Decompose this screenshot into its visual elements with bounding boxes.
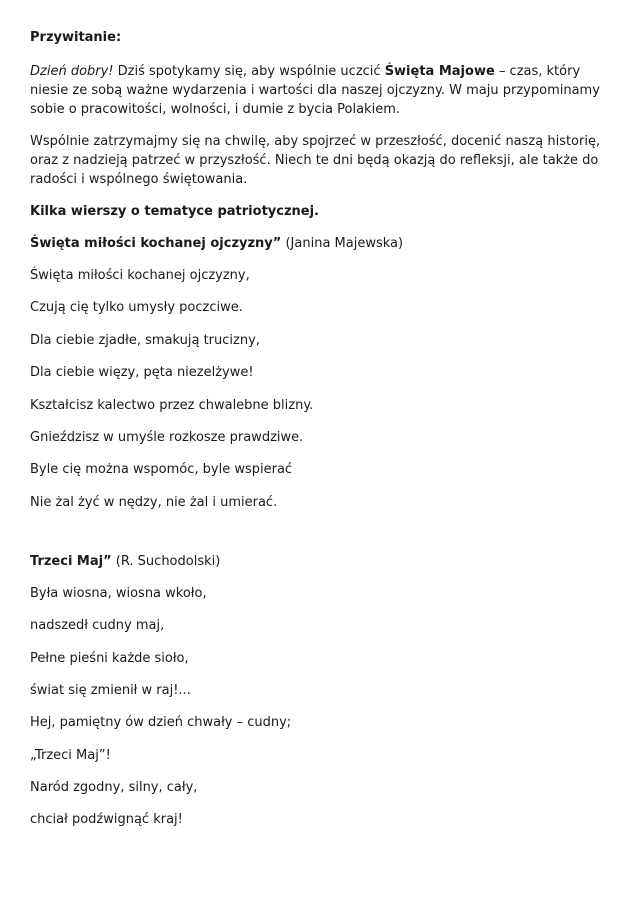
poem-2-line: chciał podźwignąć kraj! xyxy=(30,812,183,828)
poem-1-line: Nie żal żyć w nędzy, nie żal i umierać. xyxy=(30,494,278,510)
intro-text-before: Dziś spotykamy się, aby wspólnie uczcić xyxy=(113,64,385,79)
intro-italic-lead: Dzień dobry! xyxy=(30,64,114,79)
poem-1-title: Święta miłości kochanej ojczyzny” xyxy=(30,236,282,251)
poem-2 xyxy=(30,552,607,830)
greeting-heading: Przywitanie: xyxy=(30,30,122,45)
intro-paragraph xyxy=(30,62,608,119)
poem-1-line: Byle cię można wspomóc, byle wspierać xyxy=(30,462,293,478)
poem-2-line: świat się zmienił w raj!... xyxy=(30,682,191,698)
poem-1-line: Święta miłości kochanej ojczyzny, xyxy=(30,268,250,283)
poem-2-line: nadszedł cudny maj, xyxy=(30,618,165,634)
poem-1 xyxy=(30,234,607,512)
poem-1-line: Czują cię tylko umysły poczciwe. xyxy=(30,300,243,316)
intro-bold-holiday: Święta Majowe xyxy=(384,64,495,79)
poem-1-line: Gnieździsz w umyśle rozkosze prawdziwe. xyxy=(30,429,304,445)
poem-2-line: Była wiosna, wiosna wkoło, xyxy=(30,585,207,601)
poem-1-line: Dla ciebie zjadłe, smakują trucizny, xyxy=(30,332,260,348)
intro-text-after: – czas, który niesie ze sobą ważne wydarzenia i wartości dla naszej ojczyzny. W maju przypominamy sobie o pracowitości, wolności, i dumie z bycia Polakiem. xyxy=(30,64,600,117)
poem-1-line: Kształcisz kalectwo przez chwalebne blizny. xyxy=(30,397,314,413)
poem-2-title-line xyxy=(30,552,607,571)
poem-2-line: Hej, pamiętny ów dzień chwały – cudny; xyxy=(30,715,292,731)
poem-2-title: Trzeci Maj” xyxy=(30,553,112,569)
poem-1-title-line xyxy=(30,234,607,253)
poems-heading: Kilka wierszy o tematyce patriotycznej. xyxy=(30,204,319,219)
poem-2-line: Pełne pieśni każde sioło, xyxy=(30,650,189,666)
poem-2-line: „Trzeci Maj”! xyxy=(30,747,111,763)
paragraph-reflection: Wspólnie zatrzymajmy się na chwilę, aby spojrzeć w przeszłość, docenić naszą historię, oraz z nadzieją patrzeć w przyszłość. Niech te dni będą okazją do refleksji, ale także do radości i wspólnego świętowania. xyxy=(30,134,601,187)
poem-1-author: (Janina Majewska) xyxy=(281,236,404,251)
poem-2-line: Naród zgodny, silny, cały, xyxy=(30,780,198,796)
poem-1-line: Dla ciebie więzy, pęta niezelżywe! xyxy=(30,365,254,381)
poem-2-author: (R. Suchodolski) xyxy=(111,553,221,569)
